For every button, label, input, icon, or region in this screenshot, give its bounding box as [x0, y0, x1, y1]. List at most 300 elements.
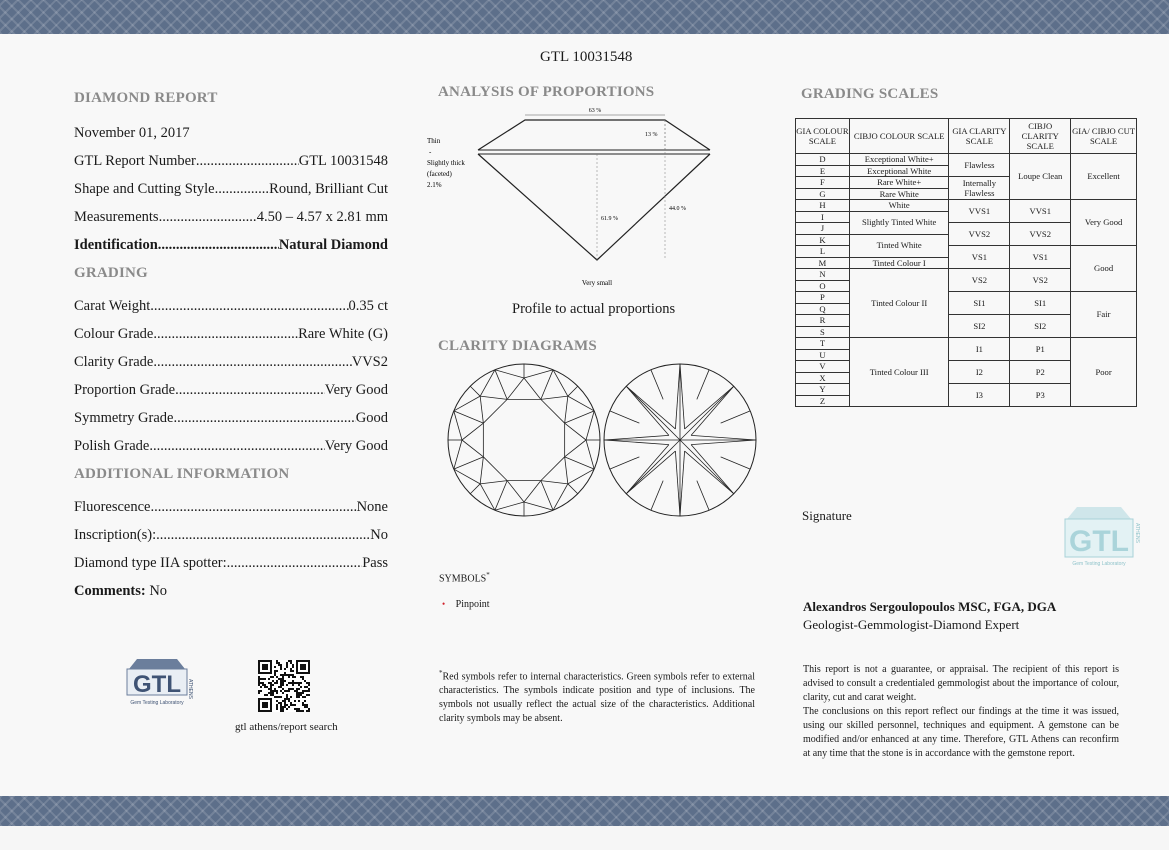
qr-module: [274, 682, 276, 684]
gtl-logo-sub: Gem Testing Laboratory: [130, 700, 184, 706]
qr-module: [280, 708, 282, 710]
scale-cell: Tinted Colour I: [849, 257, 949, 269]
lower-girdle-edge: [626, 386, 675, 429]
qr-module: [284, 706, 286, 708]
disclaimer: This report is not a guarantee, or appraisal. The recipient of this report is advised to consult a credentialed gemmologist about the importance of colour, clarity, cut and carat weight. The conclusions on this report reflect our findings at the time it was issued, using our skilled personnel, techniques and equipment. A gemstone can be modified and/or enhanced at any time. Therefore, GTL Athens can reconfirm at any time that the stone is in accordance with the gemstone report.: [803, 664, 1119, 759]
girdle-thin: Thin: [427, 137, 441, 145]
scale-cell: Tinted Colour III: [849, 338, 949, 407]
upper-girdle-edge: [495, 370, 524, 378]
qr-module: [282, 710, 284, 712]
qr-module: [264, 678, 266, 680]
qr-module: [270, 676, 272, 678]
qr-module: [280, 680, 282, 682]
scale-cell: R: [796, 315, 850, 327]
lower-girdle-split: [651, 370, 663, 400]
qr-module: [280, 664, 282, 666]
qr-module: [278, 664, 280, 666]
scale-cell: Rare White: [849, 188, 949, 200]
qr-module: [282, 692, 284, 694]
qr-module: [276, 704, 278, 706]
qr-module: [276, 708, 278, 710]
scale-cell: Loupe Clean: [1010, 154, 1071, 200]
qr-module: [276, 660, 278, 662]
qr-module: [308, 684, 310, 686]
qr-module: [294, 708, 296, 710]
kite-facet-edge: [565, 411, 595, 423]
upper-girdle-edge: [495, 502, 524, 510]
qr-module: [290, 696, 292, 698]
qr-module: [286, 690, 288, 692]
qr-module: [292, 688, 294, 690]
scale-cell: VS2: [1010, 269, 1071, 292]
lower-girdle-edge: [691, 445, 734, 494]
qr-module: [260, 690, 262, 692]
qr-module: [268, 678, 270, 680]
star-facet-edge: [507, 378, 524, 399]
scale-cell: Internally Flawless: [949, 177, 1010, 200]
qr-module: [288, 700, 290, 702]
upper-girdle-edge: [586, 411, 594, 440]
qr-module: [294, 682, 296, 684]
qr-module: [276, 662, 278, 664]
clarity-diagrams-title: CLARITY DIAGRAMS: [438, 338, 597, 354]
qr-module: [286, 696, 288, 698]
lower-girdle-split: [610, 411, 640, 423]
row-inscription: Inscription(s): ..... No: [74, 527, 388, 544]
pavilion-main-edge: [626, 386, 680, 440]
lower-girdle-edge: [685, 451, 734, 494]
qr-module: [282, 682, 284, 684]
qr-module: [300, 676, 302, 678]
scale-cell: VVS2: [949, 223, 1010, 246]
qr-module: [282, 680, 284, 682]
qr-module: [286, 694, 288, 696]
qr-module: [276, 676, 278, 678]
star-facet-edge: [565, 396, 568, 423]
qr-module: [298, 696, 300, 698]
upper-girdle-edge: [454, 440, 462, 469]
qr-module: [280, 666, 282, 668]
qr-module: [276, 696, 278, 698]
qr-module: [260, 686, 262, 688]
comments: Comments: No: [74, 583, 168, 599]
lower-girdle-edge: [675, 364, 680, 429]
row-symmetry: Symmetry Grade ..... Good: [74, 410, 388, 427]
culet-label: Very small: [581, 279, 613, 287]
symbols-title: SYMBOLS*: [439, 571, 490, 585]
signature-label: Signature: [802, 508, 852, 523]
qr-module: [308, 690, 310, 692]
qr-module: [260, 682, 262, 684]
qr-module: [264, 684, 266, 686]
qr-module: [272, 692, 274, 694]
qr-module: [266, 686, 268, 688]
qr-module: [298, 682, 300, 684]
pavilion-percent: 61.9 %: [601, 216, 618, 222]
qr-module: [280, 696, 282, 698]
qr-module: [304, 704, 306, 706]
scale-cell: Good: [1071, 246, 1137, 292]
scale-cell: VS1: [949, 246, 1010, 269]
lower-girdle-edge: [675, 451, 680, 516]
qr-module: [286, 662, 288, 664]
qr-module: [294, 700, 296, 702]
scale-cell: N: [796, 269, 850, 281]
qr-module: [302, 704, 304, 706]
clarity-diagrams: [444, 360, 760, 520]
qr-module: [300, 692, 302, 694]
qr-module: [270, 686, 272, 688]
qr-module: [292, 676, 294, 678]
qr-module: [280, 702, 282, 704]
qr-module: [282, 684, 284, 686]
scale-cell: Z: [796, 395, 850, 407]
scale-cell: Exceptional White: [849, 165, 949, 177]
kite-facet-edge: [454, 457, 484, 469]
qr-module: [290, 704, 292, 706]
row-polish: Polish Grade ..... Very Good: [74, 438, 388, 455]
girdle-faceted: (faceted): [427, 170, 452, 178]
qr-module: [300, 686, 302, 688]
bottom-security-band: [0, 796, 1169, 826]
lower-girdle-edge: [691, 386, 734, 435]
kite-facet-edge: [495, 370, 507, 400]
qr-module: [284, 672, 286, 674]
qr-module: [282, 676, 284, 678]
qr-module: [296, 692, 298, 694]
qr-module: [296, 694, 298, 696]
lower-girdle-edge: [680, 364, 685, 429]
signer-name: Alexandros Sergoulopoulos MSC, FGA, DGA: [803, 599, 1057, 614]
qr-module: [298, 692, 300, 694]
table-facet-edge: [541, 457, 565, 481]
qr-module: [280, 710, 282, 712]
upper-girdle-edge: [470, 484, 480, 494]
qr-module: [276, 706, 278, 708]
scale-cell: V: [796, 361, 850, 373]
qr-module: [290, 682, 292, 684]
qr-module: [288, 698, 290, 700]
star-facet-edge: [480, 481, 507, 484]
qr-module: [292, 682, 294, 684]
depth-percent: 44.0 %: [669, 206, 686, 212]
row-colour: Colour Grade ..... Rare White (G): [74, 326, 388, 343]
qr-module: [258, 682, 260, 684]
qr-module: [258, 692, 260, 694]
qr-module: [272, 676, 274, 678]
row-shape: Shape and Cutting Style ..... Round, Brilliant Cut: [74, 181, 388, 198]
qr-module: [306, 710, 308, 712]
qr-module: [274, 688, 276, 690]
qr-module: [308, 694, 310, 696]
qr-module: [288, 706, 290, 708]
scale-cell: Slightly Tinted White: [849, 211, 949, 234]
qr-module: [280, 684, 282, 686]
qr-module: [296, 708, 298, 710]
qr-module: [306, 704, 308, 706]
qr-module: [308, 688, 310, 690]
scale-cell: T: [796, 338, 850, 350]
lower-girdle-split: [721, 411, 751, 423]
qr-module: [304, 680, 306, 682]
qr-module: [296, 710, 298, 712]
qr-module: [308, 682, 310, 684]
pavilion-main-edge: [626, 440, 680, 494]
qr-module: [298, 684, 300, 686]
star-facet-edge: [524, 481, 541, 502]
qr-module: [290, 674, 292, 676]
scale-cell: Excellent: [1071, 154, 1137, 200]
scale-cell: I2: [949, 361, 1010, 384]
grading-title: GRADING: [74, 265, 148, 281]
qr-module: [258, 684, 260, 686]
qr-module: [300, 664, 306, 670]
upper-girdle-edge: [568, 386, 578, 396]
qr-module: [304, 686, 306, 688]
row-measurements: Measurements ..... 4.50 – 4.57 x 2.81 mm: [74, 209, 388, 226]
gtl-logo-side: ATHENS: [187, 679, 193, 699]
qr-module: [274, 690, 276, 692]
qr-module: [286, 708, 288, 710]
girdle-thick: Slightly thick: [427, 159, 465, 167]
lower-girdle-edge: [604, 440, 669, 445]
star-facet-edge: [462, 423, 483, 440]
qr-module: [284, 668, 286, 670]
scale-cell: P2: [1010, 361, 1071, 384]
qr-module: [276, 682, 278, 684]
scale-cell: P: [796, 292, 850, 304]
qr-module: [288, 676, 290, 678]
upper-girdle-edge: [568, 484, 578, 494]
pavilion-main-edge: [680, 386, 734, 440]
scale-cell: P3: [1010, 384, 1071, 407]
qr-module: [306, 706, 308, 708]
qr-module: [274, 670, 276, 672]
qr-module: [304, 706, 306, 708]
stamp-side: ATHENS: [1134, 523, 1140, 543]
qr-module: [280, 674, 282, 676]
qr-module: [276, 700, 278, 702]
upper-girdle-edge: [454, 411, 462, 440]
qr-module: [304, 700, 306, 702]
upper-girdle-edge: [586, 440, 594, 469]
qr-module: [270, 688, 272, 690]
scale-cell: Tinted White: [849, 234, 949, 257]
lower-girdle-edge: [626, 451, 675, 494]
scale-cell: X: [796, 372, 850, 384]
scale-cell: SI2: [949, 315, 1010, 338]
qr-module: [306, 694, 308, 696]
scale-cell: J: [796, 223, 850, 235]
lower-girdle-split: [651, 481, 663, 511]
pinpoint-symbol-icon: •: [442, 599, 446, 609]
qr-module: [278, 678, 280, 680]
table-facet-edge: [483, 399, 507, 423]
lower-girdle-edge: [685, 386, 734, 429]
qr-module: [292, 704, 294, 706]
scale-cell: SI1: [1010, 292, 1071, 315]
qr-module: [284, 704, 286, 706]
qr-module: [282, 678, 284, 680]
qr-module: [296, 690, 298, 692]
symbol-pinpoint: • Pinpoint: [442, 599, 490, 610]
qr-module: [282, 708, 284, 710]
diamond-report-title: DIAMOND REPORT: [74, 90, 218, 106]
qr-module: [264, 686, 266, 688]
table-facet-edge: [483, 457, 507, 481]
scale-cell: I1: [949, 338, 1010, 361]
qr-module: [304, 696, 306, 698]
scale-cell: VS1: [1010, 246, 1071, 269]
header-cibjo-clarity: CIBJO CLARITY SCALE: [1010, 119, 1071, 154]
qr-module: [270, 682, 272, 684]
qr-module: [290, 688, 292, 690]
qr-module: [308, 708, 310, 710]
scale-cell: G: [796, 188, 850, 200]
qr-module: [288, 674, 290, 676]
scale-cell: O: [796, 280, 850, 292]
lower-girdle-edge: [680, 451, 685, 516]
header-cut: GIA/ CIBJO CUT SCALE: [1071, 119, 1137, 154]
scale-cell: SI2: [1010, 315, 1071, 338]
lower-girdle-edge: [626, 445, 669, 494]
qr-module: [268, 682, 270, 684]
scale-cell: H: [796, 200, 850, 212]
scale-cell: VS2: [949, 269, 1010, 292]
scale-cell: P1: [1010, 338, 1071, 361]
qr-module: [272, 680, 274, 682]
report-number-heading: GTL 10031548: [540, 49, 633, 65]
qr-module: [262, 684, 264, 686]
qr-module: [288, 682, 290, 684]
star-facet-edge: [480, 396, 483, 423]
kite-facet-edge: [541, 370, 553, 400]
scale-cell: Rare White+: [849, 177, 949, 189]
qr-module: [286, 704, 288, 706]
qr-module: [294, 704, 296, 706]
qr-module: [296, 688, 298, 690]
lower-girdle-edge: [626, 386, 669, 435]
girdle-percent: 2.1%: [427, 181, 442, 189]
qr-module: [258, 676, 260, 678]
qr-module: [286, 698, 288, 700]
scale-cell: E: [796, 165, 850, 177]
scale-cell: M: [796, 257, 850, 269]
qr-module: [298, 708, 300, 710]
qr-module: [304, 690, 306, 692]
scale-cell: I: [796, 211, 850, 223]
scale-cell: Fair: [1071, 292, 1137, 338]
qr-module: [276, 690, 278, 692]
qr-module: [262, 664, 268, 670]
qr-module: [308, 710, 310, 712]
crown-outline: [478, 120, 710, 150]
qr-module: [276, 680, 278, 682]
qr-module: [274, 666, 276, 668]
scale-cell: Y: [796, 384, 850, 396]
star-facet-edge: [462, 440, 483, 457]
row-proportion: Proportion Grade ..... Very Good: [74, 382, 388, 399]
qr-module: [270, 690, 272, 692]
qr-module: [282, 700, 284, 702]
qr-module: [276, 670, 278, 672]
scale-cell: VVS2: [1010, 223, 1071, 246]
star-facet-edge: [480, 457, 483, 484]
qr-module: [302, 690, 304, 692]
qr-module: [290, 662, 292, 664]
qr-module: [282, 688, 284, 690]
grading-scales-title: GRADING SCALES: [801, 86, 939, 102]
proportions-diagram: [425, 102, 715, 292]
qr-module: [278, 686, 280, 688]
qr-module: [306, 686, 308, 688]
upper-girdle-edge: [524, 502, 553, 510]
qr-module: [290, 668, 292, 670]
qr-module: [280, 706, 282, 708]
row-report-number: GTL Report Number ..... GTL 10031548: [74, 153, 388, 170]
scale-cell: D: [796, 154, 850, 166]
qr-module: [280, 668, 282, 670]
qr-module: [292, 664, 294, 666]
qr-module: [302, 692, 304, 694]
qr-module: [284, 702, 286, 704]
qr-module: [262, 678, 264, 680]
qr-module: [258, 690, 260, 692]
qr-module: [268, 692, 270, 694]
row-fluorescence: Fluorescence ..... None: [74, 499, 388, 516]
row-clarity: Clarity Grade ..... VVS2: [74, 354, 388, 371]
qr-code[interactable]: [258, 660, 310, 712]
stamp-text: GTL: [1069, 525, 1129, 558]
qr-module: [298, 700, 300, 702]
qr-module: [284, 674, 286, 676]
qr-module: [268, 688, 270, 690]
qr-caption: gtl athens/report search: [235, 721, 338, 733]
qr-module: [258, 678, 260, 680]
kite-facet-edge: [454, 411, 484, 423]
qr-module: [270, 684, 272, 686]
lower-girdle-edge: [691, 440, 756, 445]
profile-caption: Profile to actual proportions: [512, 301, 676, 317]
qr-module: [290, 702, 292, 704]
star-facet-edge: [565, 423, 586, 440]
star-facet-edge: [565, 457, 568, 484]
qr-module: [288, 688, 290, 690]
scale-cell: L: [796, 246, 850, 258]
qr-module: [276, 692, 278, 694]
additional-info-title: ADDITIONAL INFORMATION: [74, 466, 290, 482]
qr-module: [298, 694, 300, 696]
kite-facet-edge: [565, 457, 595, 469]
qr-module: [266, 694, 268, 696]
lower-girdle-split: [721, 457, 751, 469]
qr-module: [270, 694, 272, 696]
qr-module: [270, 692, 272, 694]
qr-module: [272, 690, 274, 692]
signer-title: Geologist-Gemmologist-Diamond Expert: [803, 617, 1020, 632]
upper-girdle-edge: [524, 370, 553, 378]
qr-module: [294, 690, 296, 692]
qr-module: [278, 702, 280, 704]
girdle-dash: -: [429, 148, 432, 156]
qr-module: [282, 674, 284, 676]
qr-module: [262, 682, 264, 684]
qr-module: [286, 684, 288, 686]
qr-module: [302, 710, 304, 712]
gtl-stamp: [1057, 505, 1141, 569]
scale-cell: K: [796, 234, 850, 246]
row-spotter: Diamond type IIA spotter: ..... Pass: [74, 555, 388, 572]
